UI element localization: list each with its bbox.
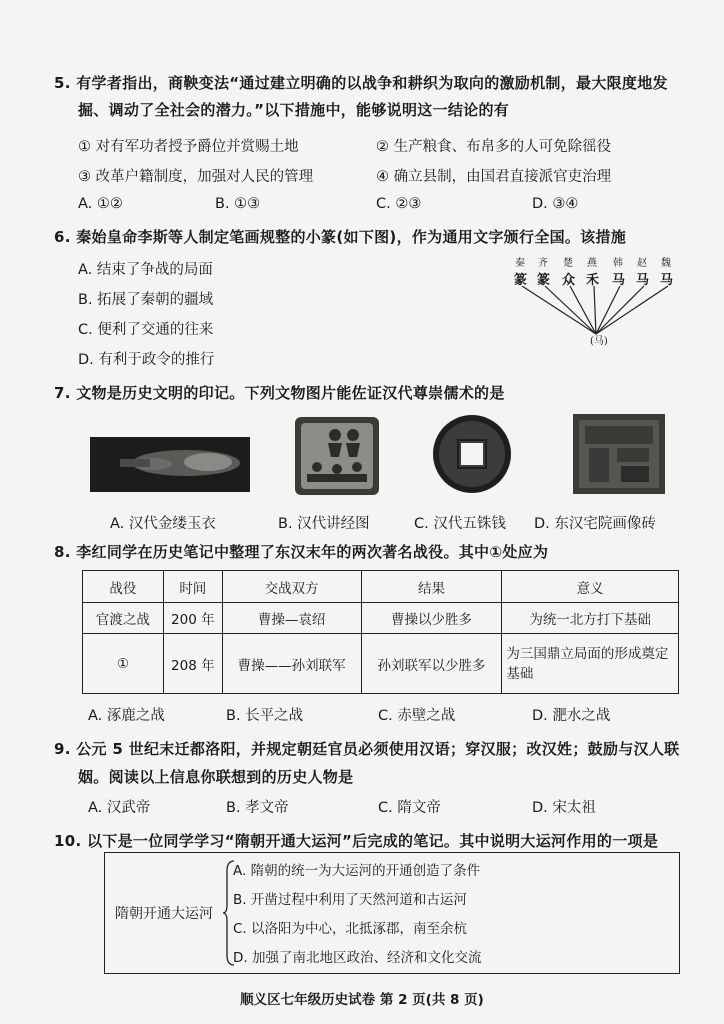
root-label: (马): [590, 336, 608, 347]
table-row: [83, 634, 679, 694]
jade-burial-suit-image: [90, 437, 250, 492]
state-label-yan: 燕: [587, 258, 597, 269]
q6-option-a[interactable]: A. 结束了争战的局面: [78, 262, 213, 278]
q10-stem: 10. 以下是一位同学学习“隋朝开通大运河”后完成的笔记。其中说明大运河作用的一项是: [54, 832, 659, 850]
q5-option-a[interactable]: A. ①②: [78, 196, 123, 212]
canal-note-a: A. 隋朝的统一为大运河的开通创造了条件: [233, 863, 481, 879]
canal-note-d: D. 加强了南北地区政治、经济和文化交流: [233, 950, 482, 966]
table-cell: 200 年: [163, 603, 222, 634]
q9-option-b[interactable]: B. 孝文帝: [226, 800, 289, 816]
table-cell: 208 年: [163, 634, 222, 694]
q5-option-c[interactable]: C. ②③: [376, 196, 422, 212]
table-header-cell: 时间: [163, 571, 222, 603]
q6-option-d[interactable]: D. 有利于政令的推行: [78, 352, 215, 368]
q8-stem: 8. 李红同学在历史笔记中整理了东汉末年的两次著名战役。其中①处应为: [54, 543, 549, 561]
q5-stem-line1: 5. 有学者指出，商鞅变法“通过建立明确的以战争和耕织为取向的激励机制，最大限度地发: [54, 74, 668, 92]
q5-option-d[interactable]: D. ③④: [532, 196, 579, 212]
canal-topic: 隋朝开通大运河: [115, 906, 213, 922]
state-label-wei: 魏: [661, 258, 671, 269]
q8-option-d[interactable]: D. 淝水之战: [532, 708, 611, 724]
q9-stem-line2: 姻。阅读以上信息你联想到的历史人物是: [78, 768, 354, 786]
q6-stem: 6. 秦始皇命李斯等人制定笔画规整的小篆(如下图)，作为通用文字颁行全国。该措施: [54, 228, 627, 246]
q5-item-3: ③ 改革户籍制度，加强对人民的管理: [78, 169, 314, 185]
state-label-han: 韩: [613, 258, 623, 269]
q7-stem: 7. 文物是历史文明的印记。下列文物图片能佐证汉代尊崇儒术的是: [54, 384, 505, 402]
q7-option-c[interactable]: C. 汉代五铢钱: [414, 516, 506, 532]
canal-notes-box: [104, 852, 680, 974]
q9-option-a[interactable]: A. 汉武帝: [88, 800, 151, 816]
q7-option-a[interactable]: A. 汉代金缕玉衣: [110, 516, 216, 532]
canal-note-c: C. 以洛阳为中心，北抵涿郡，南至余杭: [233, 921, 468, 937]
q6-option-c[interactable]: C. 便利了交通的往来: [78, 322, 214, 338]
q7-option-b[interactable]: B. 汉代讲经图: [278, 516, 370, 532]
glyph-wei: 马: [660, 273, 674, 288]
table-cell: 为三国鼎立局面的形成奠定基础: [502, 634, 679, 694]
q5-item-1: ① 对有军功者授予爵位并赏赐土地: [78, 139, 299, 155]
q8-option-c[interactable]: C. 赤壁之战: [378, 708, 456, 724]
table-cell: ①: [83, 634, 164, 694]
table-header-cell: 结果: [361, 571, 502, 603]
table-cell: 为统一北方打下基础: [502, 603, 679, 634]
table-header-cell: 意义: [502, 571, 679, 603]
glyph-qi: 篆: [537, 273, 551, 288]
q6-option-b[interactable]: B. 拓展了秦朝的疆域: [78, 292, 214, 308]
table-header-cell: 战役: [83, 571, 164, 603]
glyph-chu: 众: [562, 273, 576, 288]
state-label-chu: 楚: [563, 258, 573, 269]
q8-option-b[interactable]: B. 长平之战: [226, 708, 304, 724]
q5-stem-line2: 掘、调动了全社会的潜力。”以下措施中，能够说明这一结论的有: [78, 101, 510, 119]
canal-note-b: B. 开凿过程中利用了天然河道和古运河: [233, 892, 467, 908]
seal-script-figure: [508, 254, 680, 352]
glyph-qin: 篆: [514, 273, 528, 288]
state-label-zhao: 赵: [637, 258, 647, 269]
glyph-zhao: 马: [636, 273, 650, 288]
glyph-yan: 禾: [586, 273, 600, 288]
state-label-qi: 齐: [538, 258, 548, 269]
q9-stem-line1: 9. 公元 5 世纪末迁都洛阳，并规定朝廷官员必须使用汉语；穿汉服；改汉姓；鼓励与汉人联: [54, 740, 680, 758]
q8-option-a[interactable]: A. 涿鹿之战: [88, 708, 165, 724]
glyph-han: 马: [612, 273, 626, 288]
table-header-row: [83, 571, 679, 603]
q5-item-4: ④ 确立县制，由国君直接派官吏治理: [376, 169, 612, 185]
courtyard-brick-image: [573, 414, 665, 494]
q7-option-d[interactable]: D. 东汉宅院画像砖: [534, 516, 656, 532]
page-footer: 顺义区七年级历史试卷 第 2 页(共 8 页): [240, 992, 484, 1008]
wuzhu-coin-image: [432, 414, 512, 494]
lecture-scene-image: [295, 417, 379, 495]
q9-option-d[interactable]: D. 宋太祖: [532, 800, 596, 816]
table-header-cell: 交战双方: [222, 571, 361, 603]
table-row: [83, 603, 679, 634]
battle-table: [82, 570, 679, 694]
table-cell: 曹操—袁绍: [222, 603, 361, 634]
table-cell: 曹操——孙刘联军: [222, 634, 361, 694]
q9-option-c[interactable]: C. 隋文帝: [378, 800, 441, 816]
q5-item-2: ② 生产粮食、布帛多的人可免除徭役: [376, 139, 612, 155]
table-cell: 官渡之战: [83, 603, 164, 634]
table-cell: 曹操以少胜多: [361, 603, 502, 634]
table-cell: 孙刘联军以少胜多: [361, 634, 502, 694]
q5-option-b[interactable]: B. ①③: [215, 196, 261, 212]
state-label-qin: 秦: [515, 258, 525, 269]
